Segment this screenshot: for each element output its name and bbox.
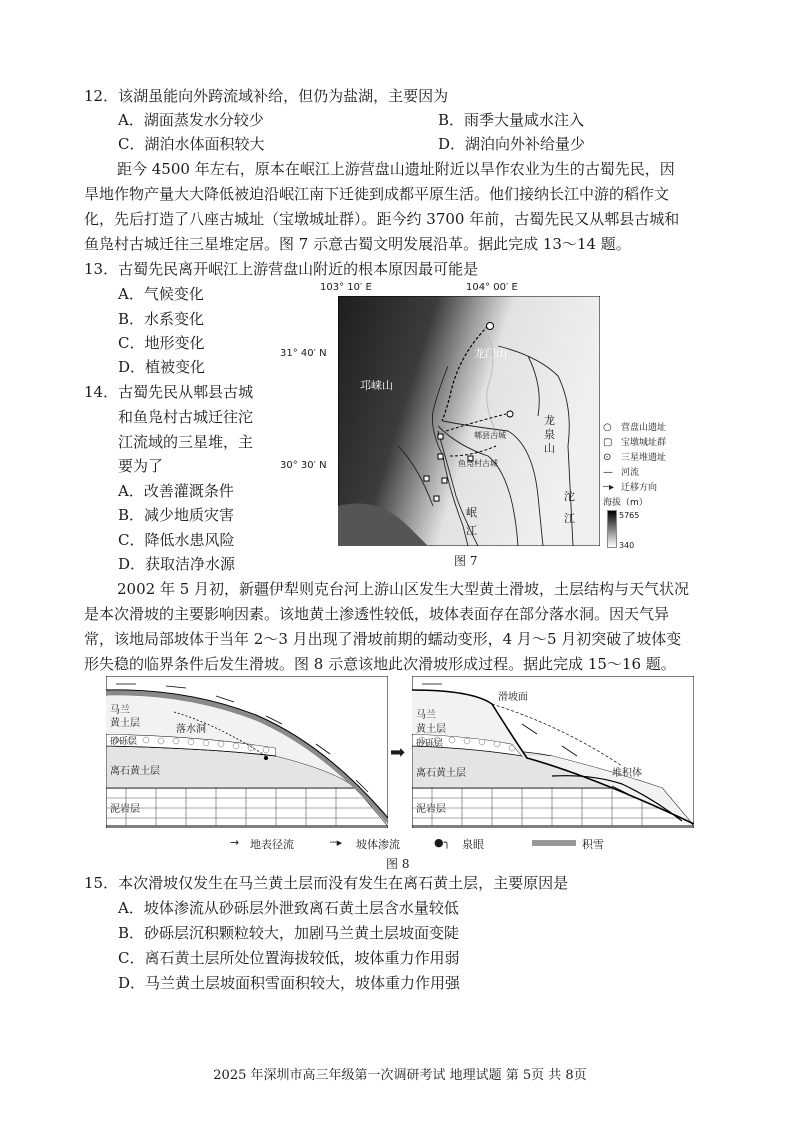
left-layer-loess: 黄土层: [110, 718, 140, 729]
left-layer-malan: 马兰: [110, 705, 130, 716]
q15-option-b: B．砂砾层沉积颗粒较大，加剧马兰黄土层坡面变陡: [118, 924, 460, 942]
figure7-caption: 图 7: [454, 554, 478, 568]
page-footer: 2025 年深圳市高三年级第一次调研考试 地理试题 第 5页 共 8页: [213, 1068, 587, 1083]
left-layer-mudstone: 泥岩层: [110, 804, 140, 815]
q12-option-b: B．雨季大量咸水注入: [438, 111, 585, 129]
map-city-pixian: 郫县古城: [474, 431, 506, 440]
legend-river: 河流: [621, 468, 640, 478]
passage2-line2: 是本次滑坡的主要影响因素。该地黄土渗透性较低，坡体表面存在部分落水洞。因天气异: [84, 605, 670, 623]
q14-stem-1: 14．古蜀先民从郫县古城: [84, 383, 254, 401]
map-lon1-label: 103° 10′ E: [320, 282, 372, 293]
q12-option-a: A．湖面蒸发水分较少: [118, 111, 264, 129]
q13-option-b: B．水系变化: [118, 310, 205, 328]
q15-option-a: A．坡体渗流从砂砾层外泄致离石黄土层含水量较低: [118, 899, 459, 917]
q13-option-d: D．植被变化: [118, 358, 206, 376]
yingpanshan-site-icon: [487, 323, 494, 330]
legend-sanxingdui-icon: ⊙: [603, 452, 612, 463]
q14-option-d: D．获取洁净水源: [118, 555, 236, 573]
elevation-colorbar: [607, 510, 617, 548]
sinkhole-label: 落水洞: [176, 724, 206, 735]
figure8-left-panel: [106, 676, 388, 828]
sanxingdui-site-icon: [507, 411, 513, 417]
legend-snow-icon: [532, 840, 576, 846]
map-lat1-label: 31° 40′ N: [280, 348, 327, 359]
map-lat2-label: 30° 30′ N: [280, 460, 327, 471]
passage1-line3: 化，先后打造了八座古城址（宝墩城址群）。距今约 3700 年前，古蜀先民又从郫县古城和: [84, 210, 680, 228]
legend-spring: 泉眼: [462, 838, 484, 851]
q13-option-c: C．地形变化: [118, 334, 205, 352]
q12-option-c: C．湖泊水体面积较大: [118, 135, 265, 153]
q14-option-a: A．改善灌溉条件: [118, 482, 234, 500]
map-city-yufucun: 鱼凫村古城: [458, 459, 498, 468]
q13-stem: 13．古蜀先民离开岷江上游营盘山附近的根本原因最可能是: [84, 260, 479, 278]
legend-baodun-icon: ▢: [603, 437, 613, 448]
q14-stem-3: 江流域的三星堆，主: [118, 433, 254, 451]
passage2-line3: 常，该地局部坡体于当年 2～3 月出现了滑坡前期的蠕动变形，4 月～5 月初突破了坡体变: [84, 630, 682, 648]
passage1-line2: 旱地作物产量大大降低被迫沿岷江南下迁徙到成都平原生活。他们接纳长江中游的稻作文: [84, 185, 670, 203]
map-river-tuojiang: 沱江: [564, 490, 575, 525]
right-layer-malan: 马兰: [416, 710, 436, 721]
right-layer-mudstone: 泥岩层: [416, 804, 446, 815]
right-layer-loess: 黄土层: [416, 724, 446, 735]
q15-stem: 15．本次滑坡仅发生在马兰黄土层而没有发生在离石黄土层，主要原因是: [84, 874, 569, 892]
left-layer-lishi: 离石黄土层: [110, 766, 160, 777]
map-mountain-longmen: 龙门山: [474, 347, 507, 360]
legend-yingpanshan: 营盘山遗址: [621, 423, 667, 433]
legend-migration-icon: ┄▸: [603, 482, 615, 493]
q14-option-b: B．减少地质灾害: [118, 506, 235, 524]
q14-stem-2: 和鱼凫村古城迁往沱: [118, 408, 254, 426]
figure8-caption: 图 8: [386, 857, 410, 871]
baodun-site-icon: [438, 434, 443, 439]
legend-runoff: 地表径流: [250, 838, 294, 851]
figure7-legend: [603, 422, 683, 552]
legend-sanxingdui: 三星堆遗址: [621, 453, 667, 463]
map-mountain-longquan: 龙泉山: [544, 414, 555, 455]
passage1-line1: 距今 4500 年左右，原本在岷江上游营盘山遗址附近以旱作农业为生的古蜀先民，因: [117, 160, 675, 178]
slide-surface-label: 滑坡面: [498, 692, 528, 703]
legend-runoff-icon: →: [230, 836, 240, 849]
map-mountain-qionglai: 邛崃山: [360, 379, 393, 392]
legend-elevation-min: 340: [619, 541, 635, 550]
left-layer-gravel: 砂砾层: [110, 737, 138, 747]
legend-migration: 迁移方向: [621, 483, 658, 493]
legend-yingpanshan-icon: ○: [603, 422, 612, 433]
map-river-minjiang: 岷江: [466, 506, 477, 537]
passage1-line4: 鱼凫村古城迁往三星堆定居。图 7 示意古蜀文明发展沿革。据此完成 13～14 题。: [84, 235, 631, 253]
legend-seepage: 坡体渗流: [356, 838, 400, 851]
legend-river-icon: —: [603, 467, 613, 478]
legend-elevation-title: 海拔（m）: [603, 498, 648, 508]
legend-baodun: 宝墩城址群: [621, 438, 667, 448]
legend-spring-icon: ●╮: [434, 836, 451, 849]
q15-option-c: C．离石黄土层所处位置海拔较低，坡体重力作用弱: [118, 949, 460, 967]
map-lon2-label: 104° 00′ E: [466, 282, 518, 293]
figure7-map: [280, 282, 600, 546]
transition-arrow-icon: ➡: [390, 742, 406, 763]
legend-snow: 积雪: [582, 838, 604, 851]
legend-seepage-icon: ┄▸: [330, 836, 343, 849]
q12-stem: 12．该湖虽能向外跨流域补给，但仍为盐湖，主要因为: [84, 87, 449, 105]
q14-option-c: C．降低水患风险: [118, 531, 235, 549]
slope-after-diagram: [412, 676, 694, 828]
passage2-line1: 2002 年 5 月初，新疆伊犁则克台河上游山区发生大型黄土滑坡，土层结构与天气状况: [117, 580, 690, 598]
spring-icon: [264, 756, 268, 760]
q15-option-d: D．马兰黄土层坡面积雪面积较大，坡体重力作用强: [118, 974, 461, 992]
legend-elevation-max: 5765: [619, 511, 640, 520]
q14-stem-4: 要为了: [118, 457, 164, 475]
right-layer-gravel: 砂砾层: [416, 739, 444, 749]
q12-option-d: D．湖泊向外补给量少: [438, 135, 586, 153]
q13-option-a: A．气候变化: [118, 285, 204, 303]
deposit-label: 堆积体: [612, 768, 642, 779]
right-layer-lishi: 离石黄土层: [416, 768, 466, 779]
figure8-right-panel: [412, 676, 694, 828]
figure8-legend: [210, 836, 670, 852]
passage2-line4: 形失稳的临界条件后发生滑坡。图 8 示意该地此次滑坡形成过程。据此完成 15～16 题。: [84, 655, 676, 673]
slope-before-diagram: [106, 676, 388, 828]
